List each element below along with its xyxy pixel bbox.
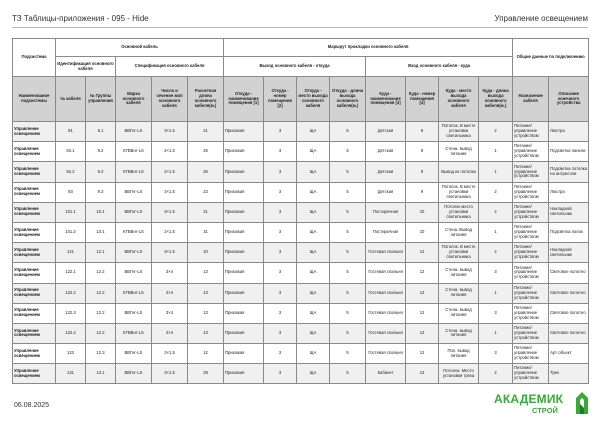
table-cell: 3×4 [152, 303, 188, 323]
table-cell: 2×1.5 [152, 222, 188, 242]
table-cell: Подсветка панели [549, 142, 589, 162]
table-cell: Стена. вывод питания [439, 283, 479, 303]
column-header: Откуда - номер помещения [2] [264, 77, 297, 122]
table-cell: 5 [330, 323, 366, 343]
table-cell: 12 [406, 344, 439, 364]
table-cell: КГВВнг-LS [116, 283, 152, 303]
table-cell: Потолок. В месте установки светильника [439, 243, 479, 263]
column-header: Число и сечение жил основного кабеля [152, 77, 188, 122]
table-cell: 10.1 [86, 202, 116, 222]
table-cell: 9.2 [86, 162, 116, 182]
cable-table [12, 38, 589, 384]
table-cell: Управление освещением [13, 344, 56, 364]
table-cell: Прихожая [224, 303, 264, 323]
table-cell: 29 [188, 364, 224, 384]
table-row [13, 122, 589, 142]
table-cell: ЩА [297, 222, 330, 242]
table-cell: 2×1.5 [152, 142, 188, 162]
table-cell: ЩА [297, 283, 330, 303]
table-cell: Люстра [549, 122, 589, 142]
table-cell: 13.1 [86, 364, 116, 384]
table-cell: Питание/управление устройством [513, 162, 549, 182]
table-cell: 13 [188, 263, 224, 283]
table-cell: 31 [188, 202, 224, 222]
table-cell: Прихожая [224, 243, 264, 263]
table-cell: 12 [406, 323, 439, 343]
table-cell: Прихожая [224, 364, 264, 384]
table-cell: Управление освещением [13, 142, 56, 162]
table-cell: ВВГнг-LS [116, 122, 152, 142]
table-cell: Питание/управление устройством [513, 303, 549, 323]
table-cell: 12 [188, 344, 224, 364]
table-cell: 101.2 [56, 222, 86, 242]
column-header: Откуда - место выхода основного кабеля [297, 77, 330, 122]
table-cell: 2×4 [152, 283, 188, 303]
table-cell: Детская [366, 162, 406, 182]
table-cell: ЩА [297, 142, 330, 162]
table-cell: 101.1 [56, 202, 86, 222]
table-cell: 10 [406, 222, 439, 242]
table-cell: 5 [330, 122, 366, 142]
table-cell: 3 [479, 303, 513, 323]
table-cell: 2 [479, 122, 513, 142]
subsystem-header: Подсистема [13, 39, 56, 77]
table-cell: 1 [479, 222, 513, 242]
table-cell: КГВВнг-LS [116, 323, 152, 343]
column-header: Марка основного кабеля [116, 77, 152, 122]
table-cell: 3×1.5 [152, 344, 188, 364]
table-cell: 91 [56, 122, 86, 142]
table-cell: Питание/управление устройством [513, 222, 549, 242]
table-cell: Световое полотно [549, 263, 589, 283]
table-cell: 5 [330, 303, 366, 323]
table-cell: 3×1.5 [152, 364, 188, 384]
table-cell: 3 [264, 162, 297, 182]
table-cell: Управление освещением [13, 263, 56, 283]
table-cell: Управление освещением [13, 162, 56, 182]
table-cell: ЩА [297, 122, 330, 142]
table-cell: Гостевая спальня [366, 323, 406, 343]
table-row [13, 202, 589, 222]
table-cell: 3×1.5 [152, 243, 188, 263]
table-cell: Питание/управление устройством [513, 263, 549, 283]
table-cell: 93 [56, 182, 86, 202]
table-cell: 12.3 [86, 344, 116, 364]
table-cell: 2 [479, 202, 513, 222]
table-row [13, 182, 589, 202]
table-cell: 12.2 [86, 303, 116, 323]
table-cell: 9.1 [86, 122, 116, 142]
table-cell: Управление освещением [13, 303, 56, 323]
table-cell: 12.2 [86, 283, 116, 303]
table-cell: КГВВнг-LS [116, 162, 152, 182]
table-cell: 5 [330, 243, 366, 263]
table-cell: Потолок. В месте установки светильника [439, 182, 479, 202]
table-cell: Питание/управление устройством [513, 122, 549, 142]
table-cell: Стена. вывод питания [439, 303, 479, 323]
table-cell: 12 [406, 243, 439, 263]
column-header: Куда - длина выхода основного кабеля(м.) [479, 77, 513, 122]
column-header: Куда - наименование помещения [3] [366, 77, 406, 122]
table-cell: 3×1.5 [152, 182, 188, 202]
table-cell: 13 [188, 283, 224, 303]
table-cell: Трек [549, 364, 589, 384]
table-cell: 2 [479, 182, 513, 202]
table-cell: Прихожая [224, 202, 264, 222]
route-header: Маршрут прокладки основного кабеля [224, 39, 513, 57]
cable-table-container [12, 38, 588, 384]
column-header: Наименование подсистемы [13, 77, 56, 122]
table-cell: 1 [479, 142, 513, 162]
table-cell: ЩА [297, 182, 330, 202]
table-cell: Накладной светильник [549, 243, 589, 263]
table-row [13, 344, 589, 364]
table-cell: Вывод из потолка [439, 162, 479, 182]
column-header: Описание конечного устройства [549, 77, 589, 122]
table-cell: Питание/управление устройством [513, 243, 549, 263]
table-cell: 3×4 [152, 263, 188, 283]
table-row [13, 323, 589, 343]
table-cell: 12 [406, 263, 439, 283]
table-cell: 123 [56, 344, 86, 364]
table-cell: ЩА [297, 162, 330, 182]
table-cell: ЩА [297, 202, 330, 222]
table-cell: Управление освещением [13, 243, 56, 263]
table-cell: 3 [264, 364, 297, 384]
table-cell: 2×1.5 [152, 162, 188, 182]
table-cell: КГВВнг-LS [116, 222, 152, 242]
table-cell: Управление освещением [13, 122, 56, 142]
table-cell: 26 [188, 162, 224, 182]
table-cell: Пол. вывод питания [439, 344, 479, 364]
table-cell: 9 [406, 122, 439, 142]
table-cell: Подсветка полок [549, 222, 589, 242]
table-cell: 122.4 [56, 323, 86, 343]
table-cell: Прихожая [224, 323, 264, 343]
table-cell: 122.3 [56, 303, 86, 323]
table-cell: 3 [264, 283, 297, 303]
company-logo [494, 388, 590, 418]
table-cell: 5 [330, 202, 366, 222]
table-row [13, 162, 589, 182]
table-cell: Постирочная [366, 202, 406, 222]
table-cell: ЩА [297, 323, 330, 343]
table-cell: ЩА [297, 303, 330, 323]
table-cell: 10 [188, 243, 224, 263]
table-cell: 5 [330, 162, 366, 182]
table-cell: 2 [479, 364, 513, 384]
table-cell: КГВВнг-LS [116, 142, 152, 162]
column-header: Куда - место выхода основного кабеля [439, 77, 479, 122]
table-cell: Прихожая [224, 162, 264, 182]
table-cell: 9 [406, 162, 439, 182]
table-cell: 12.1 [86, 243, 116, 263]
table-cell: Прихожая [224, 182, 264, 202]
to-header: Вход основного кабеля - куда [366, 57, 513, 77]
column-header: Назначение кабеля [513, 77, 549, 122]
table-cell: 1 [479, 283, 513, 303]
table-cell: Стена. вывод питания [439, 263, 479, 283]
table-cell: 23 [188, 182, 224, 202]
table-cell: 12 [406, 283, 439, 303]
table-cell: Детская [366, 182, 406, 202]
table-cell: Постирочная [366, 222, 406, 242]
table-cell: ЩА [297, 364, 330, 384]
table-cell: 2 [479, 243, 513, 263]
table-cell: ВВГнг-LS [116, 243, 152, 263]
table-cell: Прихожая [224, 344, 264, 364]
table-cell: Прихожая [224, 263, 264, 283]
footer-date: 06.08.2025 [14, 402, 50, 409]
table-cell: ВВГнг-LS [116, 202, 152, 222]
table-cell: Питание/управление устройством [513, 364, 549, 384]
table-cell: Потолок место установки светильника [439, 202, 479, 222]
column-header: № Группы управления [86, 77, 116, 122]
table-cell: Управление освещением [13, 222, 56, 242]
table-cell: 92.2 [56, 162, 86, 182]
main-cable-header: Основной кабель [56, 39, 224, 57]
table-cell: 3 [264, 202, 297, 222]
table-cell: Питание/управление устройством [513, 182, 549, 202]
table-cell: 3 [264, 182, 297, 202]
logo-mark-icon [574, 390, 590, 416]
table-cell: 3 [264, 344, 297, 364]
table-cell: 9.3 [86, 182, 116, 202]
table-cell: 121 [56, 243, 86, 263]
table-cell: Световое полотно [549, 323, 589, 343]
table-cell: 1 [479, 162, 513, 182]
table-cell: Управление освещением [13, 323, 56, 343]
column-header: Куда - номер помещения [4] [406, 77, 439, 122]
table-cell: 3 [264, 142, 297, 162]
table-cell: 2×4 [152, 323, 188, 343]
table-cell: 5 [330, 222, 366, 242]
table-cell: 9 [406, 182, 439, 202]
table-cell: 12.2 [86, 263, 116, 283]
table-cell: Подсветка потолка на антресоли [549, 162, 589, 182]
table-cell: Прихожая [224, 222, 264, 242]
table-cell: Световое полотно [549, 283, 589, 303]
table-cell: 3 [264, 122, 297, 142]
table-row [13, 243, 589, 263]
table-cell: ВВГнг-LS [116, 364, 152, 384]
section-title: Управление освещением [494, 14, 588, 23]
table-cell: Люстра [549, 182, 589, 202]
table-cell: 92.1 [56, 142, 86, 162]
table-cell: Детская [366, 122, 406, 142]
table-cell: Гостевая спальня [366, 344, 406, 364]
table-cell: Световое полотно [549, 303, 589, 323]
table-cell: 9 [406, 142, 439, 162]
table-cell: 9.2 [86, 142, 116, 162]
table-cell: ВВГнг-LS [116, 303, 152, 323]
table-cell: 3 [264, 303, 297, 323]
table-cell: 10 [406, 202, 439, 222]
table-cell: Прихожая [224, 283, 264, 303]
document-title: ТЗ Таблицы-приложения - 095 - Hide [12, 14, 149, 23]
table-cell: Гостевая спальня [366, 263, 406, 283]
table-cell: Прихожая [224, 142, 264, 162]
table-cell: 25 [188, 142, 224, 162]
table-cell: Детская [366, 142, 406, 162]
table-cell: Питание/управление устройством [513, 283, 549, 303]
logo-name: АКАДЕМИК [494, 392, 564, 406]
table-cell: Питание/управление устройством [513, 142, 549, 162]
from-header: Выход основного кабеля - откуда [224, 57, 366, 77]
header-divider [12, 27, 588, 28]
table-cell: Стена. вывод питания [439, 323, 479, 343]
table-cell: 13 [188, 323, 224, 343]
table-cell: 13 [188, 303, 224, 323]
table-cell: 3 [264, 222, 297, 242]
table-cell: 1 [479, 323, 513, 343]
table-cell: Питание/управление устройством [513, 344, 549, 364]
table-row [13, 263, 589, 283]
ident-header: Идентификация основного кабеля [56, 57, 116, 77]
table-cell: Гостевая спальня [366, 303, 406, 323]
table-cell: 31 [188, 222, 224, 242]
table-cell: Арт объект [549, 344, 589, 364]
table-cell: Накладной светильник [549, 202, 589, 222]
table-cell: Кабинет [366, 364, 406, 384]
table-cell: 21 [188, 122, 224, 142]
column-header: № кабеля [56, 77, 86, 122]
table-cell: Питание/управление устройством [513, 202, 549, 222]
table-cell: 12 [406, 303, 439, 323]
table-cell: Гостевая спальня [366, 243, 406, 263]
table-cell: 12.2 [86, 323, 116, 343]
general-data-header: Общие данные по подключению [513, 39, 589, 77]
table-cell: Прихожая [224, 122, 264, 142]
spec-header: Спецификация основного кабеля [116, 57, 224, 77]
table-cell: 3 [479, 344, 513, 364]
table-cell: Гостевая спальня [366, 283, 406, 303]
table-cell: 3 [264, 323, 297, 343]
table-cell: Стена. вывод питания [439, 142, 479, 162]
table-cell: ВВГнг-LS [116, 182, 152, 202]
table-cell: 5 [330, 364, 366, 384]
column-header: Откуда - наименование помещения [1] [224, 77, 264, 122]
column-header: Расчетная длина основного кабеля(м.) [188, 77, 224, 122]
table-cell: ЩА [297, 243, 330, 263]
table-cell: 13 [406, 364, 439, 384]
table-cell: Управление освещением [13, 364, 56, 384]
table-cell: 5 [330, 263, 366, 283]
table-row [13, 303, 589, 323]
table-cell: ВВГнг-LS [116, 344, 152, 364]
table-cell: 3×1.5 [152, 122, 188, 142]
table-cell: Управление освещением [13, 182, 56, 202]
table-cell: Питание/управление устройством [513, 323, 549, 343]
table-cell: ЩА [297, 344, 330, 364]
table-cell: 3×1.5 [152, 202, 188, 222]
table-cell: 5 [330, 283, 366, 303]
table-cell: Управление освещением [13, 202, 56, 222]
table-cell: Потолок. Место установки трека [439, 364, 479, 384]
table-cell: 5 [330, 182, 366, 202]
table-row [13, 364, 589, 384]
logo-sub: СТРОЙ [532, 406, 558, 415]
table-cell: Управление освещением [13, 283, 56, 303]
table-cell: 122.1 [56, 263, 86, 283]
table-row [13, 283, 589, 303]
table-row [13, 222, 589, 242]
table-cell: 5 [330, 142, 366, 162]
table-cell: 5 [330, 344, 366, 364]
table-cell: 122.2 [56, 283, 86, 303]
table-cell: Стена. Вывод питания [439, 222, 479, 242]
table-cell: ЩА [297, 263, 330, 283]
table-cell: Потолок. В месте установки светильника [439, 122, 479, 142]
table-cell: 3 [264, 243, 297, 263]
table-cell: ВВГнг-LS [116, 263, 152, 283]
table-cell: 131 [56, 364, 86, 384]
table-cell: 10.1 [86, 222, 116, 242]
table-cell: 3 [479, 263, 513, 283]
table-row [13, 142, 589, 162]
column-header: Откуда - длина выхода основного кабеля(м.) [330, 77, 366, 122]
table-cell: 3 [264, 263, 297, 283]
